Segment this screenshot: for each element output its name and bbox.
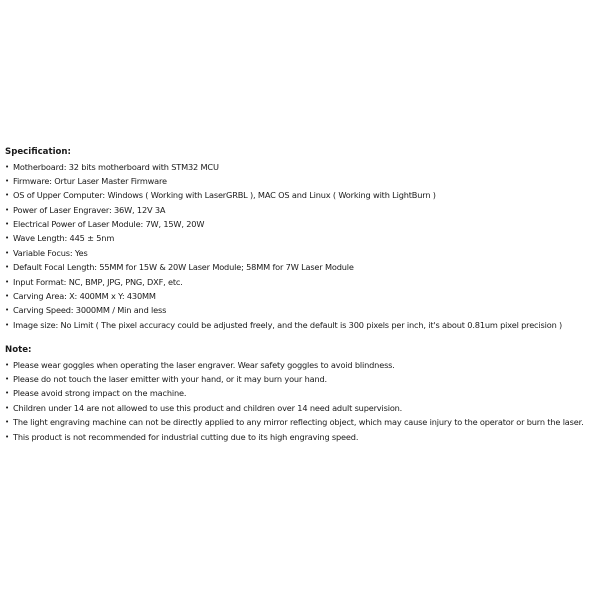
list-item: [5, 430, 597, 444]
bullet-icon: •: [5, 176, 9, 185]
list-item: [5, 217, 597, 231]
bullet-icon: •: [5, 292, 9, 301]
bullet-icon: •: [5, 263, 9, 272]
bullet-icon: •: [5, 248, 9, 257]
specification-heading: Specification:: [5, 147, 71, 157]
note-list: [5, 358, 597, 444]
bullet-icon: •: [5, 277, 9, 286]
bullet-icon: •: [5, 360, 9, 369]
note-text: Please avoid strong impact on the machine.: [13, 388, 187, 399]
list-item: [5, 358, 597, 372]
spec-text: Variable Focus: Yes: [13, 247, 88, 258]
list-item: [5, 203, 597, 217]
spec-text: Input Format: NC, BMP, JPG, PNG, DXF, etc.: [13, 276, 183, 287]
note-text: Please wear goggles when operating the laser engraver. Wear safety goggles to avoid blindness.: [13, 359, 395, 370]
bullet-icon: •: [5, 191, 9, 200]
list-item: [5, 231, 597, 245]
note-text: Please do not touch the laser emitter with your hand, or it may burn your hand.: [13, 374, 327, 385]
bullet-icon: •: [5, 418, 9, 427]
note-heading: Note:: [5, 345, 32, 356]
list-item: [5, 401, 597, 415]
spec-text: Image size: No Limit ( The pixel accuracy could be adjusted freely, and the default is 300 pixels per inch, it's about 0.81um pixel precision ): [13, 319, 563, 330]
bullet-icon: •: [5, 403, 9, 412]
list-item: [5, 188, 597, 202]
bullet-icon: •: [5, 432, 9, 441]
spec-text: OS of Upper Computer: Windows ( Working with LaserGRBL ), MAC OS and Linux ( Working with LightBurn ): [13, 190, 436, 201]
list-item: [5, 415, 597, 429]
list-item: [5, 318, 597, 332]
note-text: This product is not recommended for industrial cutting due to its high engraving speed.: [13, 431, 359, 442]
bullet-icon: •: [5, 320, 9, 329]
list-item: [5, 303, 597, 317]
bullet-icon: •: [5, 162, 9, 171]
list-item: [5, 260, 597, 274]
list-item: [5, 386, 597, 400]
bullet-icon: •: [5, 220, 9, 229]
section-spacer: [5, 332, 597, 343]
list-item: [5, 246, 597, 260]
spec-text: Power of Laser Engraver: 36W, 12V 3A: [13, 204, 166, 215]
list-item: [5, 372, 597, 386]
bullet-icon: •: [5, 389, 9, 398]
bullet-icon: •: [5, 306, 9, 315]
spec-text: Carving Area: X: 400MM x Y: 430MM: [13, 291, 156, 302]
spec-text: Electrical Power of Laser Module: 7W, 15W, 20W: [13, 219, 205, 230]
list-item: [5, 275, 597, 289]
document-body: [5, 145, 597, 444]
spec-text: Carving Speed: 3000MM / Min and less: [13, 305, 167, 316]
note-text: Children under 14 are not allowed to use this product and children over 14 need adult supervision.: [13, 402, 403, 413]
spec-text: Default Focal Length: 55MM for 15W & 20W Laser Module; 58MM for 7W Laser Module: [13, 262, 354, 273]
list-item: [5, 174, 597, 188]
spec-text: Motherboard: 32 bits motherboard with STM32 MCU: [13, 161, 219, 172]
bullet-icon: •: [5, 375, 9, 384]
spec-text: Wave Length: 445 ± 5nm: [13, 233, 115, 244]
spec-text: Firmware: Ortur Laser Master Firmware: [13, 175, 167, 186]
bullet-icon: •: [5, 234, 9, 243]
list-item: [5, 289, 597, 303]
list-item: [5, 160, 597, 174]
specification-list: [5, 160, 597, 333]
bullet-icon: •: [5, 205, 9, 214]
note-text: The light engraving machine can not be directly applied to any mirror reflecting object, which may cause injury to the operator or burn the laser.: [13, 417, 584, 428]
